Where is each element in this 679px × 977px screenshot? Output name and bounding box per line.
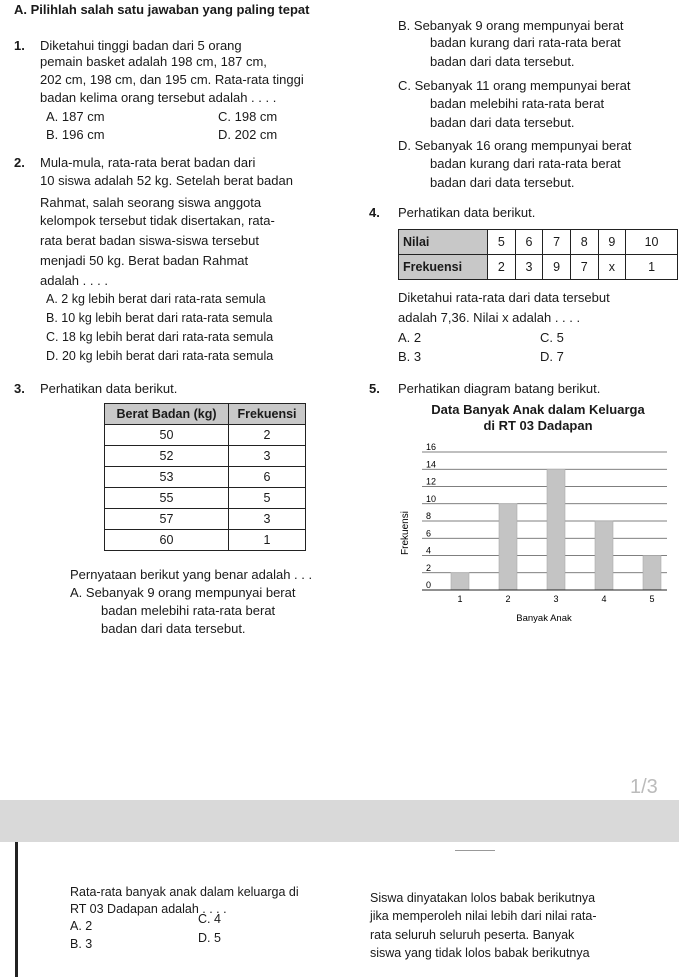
chart-x-ticks bbox=[457, 594, 654, 604]
cell: 57 bbox=[105, 509, 229, 530]
y-tick-label: 16 bbox=[426, 442, 437, 452]
q2-line-5: rata berat badan siswa-siswa tersebut bbox=[40, 233, 259, 248]
cell: x bbox=[598, 255, 626, 280]
chart-title-line-1: Data Banyak Anak dalam Keluarga bbox=[431, 402, 645, 417]
cell: 3 bbox=[515, 255, 543, 280]
q2-option-d[interactable]: D. 20 kg lebih berat dari rata-rata semula bbox=[46, 349, 274, 363]
q1-option-c[interactable]: C. 198 cm bbox=[218, 109, 278, 124]
q2-line-3: Rahmat, salah seorang siswa anggota bbox=[40, 195, 262, 210]
p2-right-line-2: jika memperoleh nilai lebih dari nilai rata- bbox=[370, 909, 597, 923]
cell: 2 bbox=[488, 255, 516, 280]
x-axis-label: Banyak Anak bbox=[516, 613, 572, 624]
p2-left-line-1: Rata-rata banyak anak dalam keluarga di bbox=[70, 885, 299, 899]
bar-2 bbox=[499, 504, 517, 590]
q3-option-d-line-1[interactable]: D. Sebanyak 16 orang mempunyai berat bbox=[398, 138, 632, 153]
table-row bbox=[105, 530, 306, 551]
page-2 bbox=[0, 842, 679, 977]
q3-number: 3. bbox=[14, 381, 25, 396]
q3-option-b-line-3: badan dari data tersebut. bbox=[430, 54, 575, 69]
q2-line-6: menjadi 50 kg. Berat badan Rahmat bbox=[40, 253, 249, 268]
cell: 6 bbox=[515, 230, 543, 255]
q1-number: 1. bbox=[14, 38, 25, 53]
p2-option-a[interactable]: A. 2 bbox=[70, 919, 93, 933]
cell: 1 bbox=[229, 530, 306, 551]
section-heading: A. Pilihlah salah satu jawaban yang paling tepat bbox=[14, 2, 310, 17]
q4-option-a[interactable]: A. 2 bbox=[398, 330, 422, 345]
q3-option-a-line-1[interactable]: A. Sebanyak 9 orang mempunyai berat bbox=[70, 585, 296, 600]
table-row bbox=[105, 509, 306, 530]
x-tick-label: 4 bbox=[601, 594, 607, 604]
q1-line-3: 202 cm, 198 cm, dan 195 cm. Rata-rata tinggi bbox=[40, 72, 304, 87]
page-2-top-mark bbox=[455, 850, 495, 851]
q3-option-d-line-2: badan kurang dari rata-rata berat bbox=[430, 156, 621, 171]
cell: 3 bbox=[229, 509, 306, 530]
p2-option-c[interactable]: C. 4 bbox=[198, 912, 221, 926]
x-tick-label: 2 bbox=[505, 594, 511, 604]
y-axis-label: Frekuensi bbox=[400, 511, 411, 555]
q3-option-c-line-3: badan dari data tersebut. bbox=[430, 115, 575, 130]
chart-y-ticks bbox=[426, 442, 436, 590]
q3-option-a-line-3: badan dari data tersebut. bbox=[101, 621, 246, 636]
q4-option-c[interactable]: C. 5 bbox=[540, 330, 564, 345]
cell: 52 bbox=[105, 446, 229, 467]
y-tick-label: 8 bbox=[426, 511, 432, 521]
y-tick-label: 2 bbox=[426, 562, 432, 573]
q3-option-a-line-2: badan melebihi rata-rata berat bbox=[101, 603, 276, 618]
table-row bbox=[105, 425, 306, 446]
q4-option-b[interactable]: B. 3 bbox=[398, 349, 422, 364]
q4-label-nilai: Nilai bbox=[399, 230, 488, 255]
q3-option-c-line-2: badan melebihi rata-rata berat bbox=[430, 96, 605, 111]
q3-question: Pernyataan berikut yang benar adalah . . . bbox=[70, 567, 313, 582]
p2-option-b[interactable]: B. 3 bbox=[70, 937, 93, 951]
p2-right-line-4: siswa yang tidak lolos babak berikutnya bbox=[370, 946, 590, 960]
q5-intro: Perhatikan diagram batang berikut. bbox=[398, 381, 601, 396]
q1-option-a[interactable]: A. 187 cm bbox=[46, 109, 105, 124]
cell: 55 bbox=[105, 488, 229, 509]
y-tick-label: 10 bbox=[426, 493, 437, 504]
q1-line-4: badan kelima orang tersebut adalah . . . . bbox=[40, 90, 277, 105]
q4-line-1: Diketahui rata-rata dari data tersebut bbox=[398, 290, 610, 305]
y-tick-label: 14 bbox=[426, 459, 437, 470]
table-row bbox=[399, 230, 678, 255]
q4-number: 4. bbox=[369, 205, 380, 220]
bar-3 bbox=[547, 469, 565, 590]
q2-line-1: Mula-mula, rata-rata berat badan dari bbox=[40, 155, 256, 170]
q2-option-b[interactable]: B. 10 kg lebih berat dari rata-rata semula bbox=[46, 311, 273, 325]
cell: 9 bbox=[543, 255, 571, 280]
q3-table bbox=[104, 403, 306, 551]
q2-line-4: kelompok tersebut tidak disertakan, rata- bbox=[40, 213, 275, 228]
cell: 50 bbox=[105, 425, 229, 446]
cell: 3 bbox=[229, 446, 306, 467]
q2-option-c[interactable]: C. 18 kg lebih berat dari rata-rata semula bbox=[46, 330, 274, 344]
cell: 10 bbox=[626, 230, 678, 255]
q1-line-1: Diketahui tinggi badan dari 5 orang bbox=[40, 38, 242, 53]
page-number: 1/3 bbox=[630, 776, 658, 798]
q2-number: 2. bbox=[14, 155, 25, 170]
q3-header-weight: Berat Badan (kg) bbox=[105, 404, 229, 425]
cell: 9 bbox=[598, 230, 626, 255]
p2-left-line-2: RT 03 Dadapan adalah . . . . bbox=[70, 902, 227, 916]
bar-4 bbox=[595, 521, 613, 590]
q4-option-d[interactable]: D. 7 bbox=[540, 349, 564, 364]
q1-option-d[interactable]: D. 202 cm bbox=[218, 127, 278, 142]
page-2-left-edge bbox=[15, 842, 18, 977]
y-tick-label: 12 bbox=[426, 476, 437, 487]
table-row bbox=[105, 446, 306, 467]
q3-option-c-line-1[interactable]: C. Sebanyak 11 orang mempunyai berat bbox=[398, 78, 631, 93]
cell: 5 bbox=[229, 488, 306, 509]
chart-bars bbox=[451, 469, 661, 590]
y-tick-label: 4 bbox=[426, 545, 432, 556]
chart-title-line-2: di RT 03 Dadapan bbox=[483, 418, 593, 433]
q4-line-2: adalah 7,36. Nilai x adalah . . . . bbox=[398, 310, 581, 325]
bar-1 bbox=[451, 573, 469, 590]
cell: 53 bbox=[105, 467, 229, 488]
y-tick-label: 6 bbox=[426, 528, 432, 539]
q4-table bbox=[398, 229, 678, 280]
table-row bbox=[399, 255, 678, 280]
cell: 60 bbox=[105, 530, 229, 551]
cell: 7 bbox=[543, 230, 571, 255]
page-gap bbox=[0, 800, 679, 842]
q4-label-frekuensi: Frekuensi bbox=[399, 255, 488, 280]
cell: 2 bbox=[229, 425, 306, 446]
table-row bbox=[105, 467, 306, 488]
bar-chart bbox=[392, 438, 679, 628]
cell: 7 bbox=[570, 255, 598, 280]
p2-right-line-3: rata seluruh seluruh peserta. Banyak bbox=[370, 928, 575, 942]
x-tick-label: 5 bbox=[649, 594, 655, 604]
y-tick-label: 0 bbox=[426, 580, 432, 590]
p2-right-line-1: Siswa dinyatakan lolos babak berikutnya bbox=[370, 891, 596, 905]
q3-header-frequency: Frekuensi bbox=[229, 404, 306, 425]
q2-line-2: 10 siswa adalah 52 kg. Setelah berat badan bbox=[40, 173, 293, 188]
cell: 1 bbox=[626, 255, 678, 280]
cell: 6 bbox=[229, 467, 306, 488]
x-tick-label: 1 bbox=[457, 594, 463, 604]
q2-option-a[interactable]: A. 2 kg lebih berat dari rata-rata semula bbox=[46, 292, 266, 306]
q5-number: 5. bbox=[369, 381, 380, 396]
q1-option-b[interactable]: B. 196 cm bbox=[46, 127, 105, 142]
chart-grid bbox=[422, 452, 667, 573]
x-tick-label: 3 bbox=[553, 594, 559, 604]
cell: 8 bbox=[570, 230, 598, 255]
q2-line-7: adalah . . . . bbox=[40, 273, 108, 288]
q3-option-b-line-1[interactable]: B. Sebanyak 9 orang mempunyai berat bbox=[398, 18, 624, 33]
p2-option-d[interactable]: D. 5 bbox=[198, 931, 221, 945]
table-row bbox=[105, 488, 306, 509]
bar-5 bbox=[643, 556, 661, 591]
chart-title bbox=[398, 402, 678, 434]
q3-option-b-line-2: badan kurang dari rata-rata berat bbox=[430, 35, 621, 50]
q4-intro: Perhatikan data berikut. bbox=[398, 205, 536, 220]
q3-intro: Perhatikan data berikut. bbox=[40, 381, 178, 396]
cell: 5 bbox=[488, 230, 516, 255]
q1-line-2: pemain basket adalah 198 cm, 187 cm, bbox=[40, 54, 267, 69]
q3-option-d-line-3: badan dari data tersebut. bbox=[430, 175, 575, 190]
